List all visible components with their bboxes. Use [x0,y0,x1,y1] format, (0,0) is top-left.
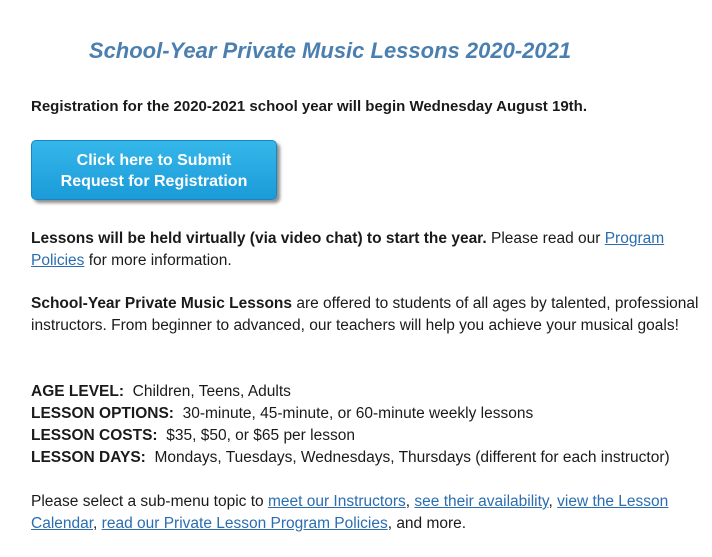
program-policies-link-2[interactable]: read our Private Lesson Program Policies [101,515,388,532]
submit-registration-button[interactable] [31,140,277,200]
lesson-calendar-link[interactable]: view the Lesson Calendar [31,493,669,532]
info-label: AGE LEVEL: [31,383,125,400]
info-value: Children, Teens, Adults [132,383,291,400]
registration-notice: Registration for the 2020-2021 school year will begin Wednesday August 19th. [31,98,587,115]
info-value: Mondays, Tuesdays, Wednesdays, Thursdays (different for each instructor) [154,449,670,466]
virtual-text-after: for more information. [84,252,232,269]
lesson-info-list [31,381,699,469]
submenu-intro: Please select a sub-menu topic to [31,493,268,510]
virtual-text-before: Please read our [486,230,605,247]
info-label: LESSON OPTIONS: [31,405,174,422]
instructors-link[interactable]: meet our Instructors [267,493,406,510]
lessons-description [31,293,699,337]
lessons-description-text: are offered to students of all ages by talented, professional instructors. From beginner to advanced, our teachers will help you achieve your musical goals! [31,295,699,334]
info-row-lesson-options [31,403,699,425]
submenu-separator: , [405,493,415,510]
info-label: LESSON DAYS: [31,449,146,466]
info-row-lesson-costs [31,425,699,447]
submit-registration-button-line1: Click here to Submit [76,151,232,169]
availability-link[interactable]: see their availability [414,493,549,510]
info-value: 30-minute, 45-minute, or 60-minute weekly lessons [182,405,534,422]
program-policies-link[interactable]: Program Policies [31,230,665,269]
virtual-lessons-notice [31,228,699,272]
submenu-separator: , [548,493,558,510]
info-row-age-level [31,381,699,403]
page-title: School-Year Private Music Lessons 2020-2021 [88,38,572,63]
info-label: LESSON COSTS: [31,427,158,444]
info-row-lesson-days [31,447,699,469]
submenu-outro: , and more. [387,515,467,532]
submenu-prompt [31,491,699,535]
submenu-separator: , [93,515,102,532]
info-value: $35, $50, or $65 per lesson [166,427,355,444]
virtual-lessons-bold: Lessons will be held virtually (via video chat) to start the year. [31,230,487,247]
lessons-description-bold: School-Year Private Music Lessons [31,295,293,312]
submit-registration-button-line2: Request for Registration [60,172,248,190]
